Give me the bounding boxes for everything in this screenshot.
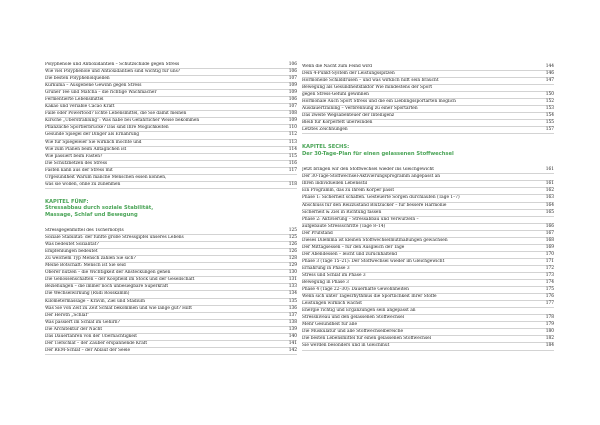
toc-entry-title: Zu welchem Typ Mensch zählen Sie sich? (45, 256, 136, 262)
toc-entry-title: Bewegung als Gesundheitsfaktor Wie mindestens der Sport (302, 85, 433, 91)
toc-entry[interactable] (45, 299, 297, 306)
toc-entry-title: Wenn sich unter Tagesrhythmus die Sportlichkeit Ihrer Stoffe (302, 294, 437, 300)
left-toc-page (45, 62, 297, 355)
toc-page-number: 110 (288, 125, 297, 131)
toc-entry-title: Hormonelle Schilddrüsen – und was wirklich hilft sein braucht (302, 78, 439, 84)
toc-entry[interactable] (45, 132, 297, 139)
toc-entry-title: Der Tiefschlaf – der Zauber erspannende Kraft (45, 340, 148, 346)
toc-page-number: 113 (288, 139, 297, 145)
toc-page-number: 166 (545, 223, 554, 229)
toc-entry[interactable] (302, 78, 554, 85)
toc-entry-title: Phase 3 (Tage 15–21): Der Stoffwechsel wieder im Gleichgewicht (302, 258, 445, 264)
toc-entry[interactable] (302, 195, 554, 202)
toc-page-number: 126 (288, 249, 297, 255)
toc-entry-title: Mehr Gesundheit für alle (302, 322, 358, 328)
toc-page-number: 109 (288, 83, 297, 89)
toc-entry-title: Der Prüfstand (302, 230, 333, 236)
chapter-label: KAPITEL FÜNF: (45, 198, 89, 205)
toc-entry-title: Der Abendessen – leicht und zurückhaltend (302, 251, 398, 257)
toc-entry-title: Polyphenole und Antioxidantien – Schutzschilde gegen Stress (45, 62, 180, 67)
toc-entry[interactable] (302, 106, 554, 113)
toc-entry[interactable] (302, 210, 554, 217)
toc-page-number: 173 (545, 272, 554, 278)
toc-entry[interactable] (302, 113, 554, 120)
toc-page-number: 112 (288, 132, 297, 138)
toc-entry-title: Beziehungen – die immer noch unbesiegbare Superkraft (45, 284, 169, 290)
toc-page-number: 154 (545, 113, 554, 119)
toc-entry-title: Phase 2: Aktivierung – Stressabbau und Verwurzeln – (302, 216, 419, 222)
toc-page-number: 115 (288, 153, 297, 159)
toc-entry[interactable] (45, 97, 297, 104)
toc-entry[interactable] (45, 327, 297, 334)
toc-page-number: 107 (288, 76, 297, 82)
chapter-heading (302, 144, 554, 157)
toc-page-number: 144 (545, 64, 554, 69)
toc-entry-title: Der REM-Schlaf – der Ablauf der Seele (45, 347, 131, 353)
toc-entry[interactable] (45, 76, 297, 83)
toc-entry-title: Das Dauerfahren von der Übernächtigkeit (45, 333, 138, 339)
toc-entry-title: Wie für Spiegeleier Sie wirklich möchte und (45, 139, 142, 145)
toc-page-number: 109 (288, 90, 297, 96)
toc-entry[interactable] (302, 336, 554, 343)
toc-entry-title: Der Heroth „Schlaf“ (45, 312, 90, 318)
toc-entry[interactable] (302, 315, 554, 322)
toc-entry[interactable] (302, 308, 554, 315)
toc-page-number: 106 (288, 62, 297, 67)
toc-entry-title: Phase 4 (Tage 22–30): Dauerhafte Gewohnheiten (302, 287, 409, 293)
toc-entry-title: Falle oder Powerfood? Echte Lebensmittel, die Sie damit meinen (45, 111, 187, 117)
toc-entry[interactable] (45, 118, 297, 125)
toc-entry[interactable] (45, 104, 297, 111)
toc-entry-title: Oberer nutzen – die Wichtigkeit der Ansteckungen gehen (45, 270, 171, 276)
toc-page-number: 178 (545, 315, 554, 321)
toc-entry-title: Was bedeutet Sozialität? (45, 242, 99, 248)
toc-entry-title: Die besten Polyphenolquellen (45, 76, 110, 82)
toc-entry[interactable] (45, 111, 297, 118)
toc-entry-title: Ausdauertraining – Verbrennung zu einer Sportarten (302, 106, 418, 112)
toc-entry-title: Bleib für Körperfett überwinden (302, 120, 373, 126)
toc-entry[interactable] (302, 167, 554, 174)
toc-entry[interactable] (302, 64, 554, 71)
toc-page-number: 106 (288, 69, 297, 75)
toc-entry[interactable] (302, 127, 554, 134)
toc-page-number: 157 (545, 127, 554, 133)
toc-entry[interactable] (45, 334, 297, 341)
toc-entry[interactable] (45, 270, 297, 277)
toc-page-number: 168 (545, 237, 554, 243)
toc-entry[interactable] (302, 252, 554, 259)
toc-entry[interactable] (45, 277, 297, 284)
toc-page-number: 163 (545, 195, 554, 201)
toc-entry[interactable] (45, 242, 297, 249)
toc-page-number: 138 (288, 319, 297, 325)
toc-page-number: 125 (288, 235, 297, 241)
toc-page-number: 107 (288, 104, 297, 110)
toc-page-number: 139 (288, 326, 297, 332)
toc-list (45, 62, 297, 189)
chapter-title-line: Stressabbau durch soziale Stabilität, (45, 205, 154, 212)
toc-page-number: 182 (545, 336, 554, 342)
toc-entry-title: Sie werden besonders und in Gleichmut (302, 343, 390, 349)
toc-entry-title: Kilometermassage – Kravin, Ziel und Stadium (45, 298, 145, 304)
chapter-title-line: Der 30-Tage-Plan für einen gelassenen Stoffwechsel (302, 150, 454, 157)
toc-entry[interactable] (45, 140, 297, 147)
chapter-heading (45, 199, 297, 218)
toc-entry-title: Leistungen wirklich wächst (302, 301, 363, 307)
toc-entry-title: Abschluss für den Reizzustand Blutzucker – für bessere Harmonie (302, 202, 447, 208)
toc-page-number: 175 (545, 287, 554, 293)
toc-entry-title: Kakao und veriable Cacao Kraft (45, 104, 115, 110)
toc-page-number: 130 (288, 270, 297, 276)
toc-page-number: 116 (288, 160, 297, 166)
toc-entry-title: Die Genossenschaften – der Koopfield im Stock und der Gesellschaft (45, 277, 195, 283)
toc-entry-title: Bewegung in Phase 3 (302, 280, 349, 286)
toc-entry[interactable] (302, 71, 554, 78)
toc-entry[interactable] (45, 284, 297, 291)
toc-entry[interactable] (302, 203, 554, 210)
toc-list (302, 64, 554, 134)
toc-entry[interactable] (45, 125, 297, 132)
toc-entry[interactable] (302, 266, 554, 273)
toc-entry-title: Die besten Lebensmittel für einen gelassenen Stoffwechsel (302, 336, 432, 342)
toc-page-number: 161 (545, 167, 554, 173)
toc-page-number: 142 (288, 347, 297, 353)
toc-page-number: 176 (545, 294, 554, 300)
toc-entry[interactable] (45, 90, 297, 97)
toc-list (302, 167, 554, 350)
toc-entry-title: Hormonale Auch Sport Stress und die ein Lieblingssportarten möglich (302, 99, 456, 105)
toc-page-number: 133 (288, 284, 297, 290)
toc-entry[interactable] (302, 181, 554, 188)
toc-entry-title: was sie wollen, ohne zu zunehmen (45, 181, 121, 187)
toc-page-number: 179 (545, 322, 554, 328)
toc-entry[interactable] (45, 341, 297, 348)
toc-page-number: 108 (288, 111, 297, 117)
toc-entry[interactable] (45, 249, 297, 256)
toc-entry-title: Dieses Dilemma ist kleinen Stoffwechselmutmaßungen gewachsen (302, 237, 448, 243)
toc-page-number: 150 (545, 92, 554, 98)
toc-entry[interactable] (302, 99, 554, 106)
toc-entry-title: Wenn die Nacht zum Feind wird (302, 64, 373, 69)
toc-page-number: 128 (288, 256, 297, 262)
toc-entry[interactable] (302, 322, 554, 329)
right-toc-page (302, 64, 554, 351)
toc-page-number: 109 (288, 118, 297, 124)
toc-entry[interactable] (45, 147, 297, 154)
toc-page-number: 152 (545, 99, 554, 105)
toc-entry[interactable] (302, 343, 554, 350)
toc-page-number: 131 (288, 277, 297, 283)
toc-entry[interactable] (302, 273, 554, 280)
toc-page-number: 153 (545, 106, 554, 112)
toc-entry[interactable] (45, 83, 297, 90)
toc-list (45, 228, 297, 355)
toc-entry[interactable] (45, 313, 297, 320)
toc-entry[interactable] (302, 224, 554, 231)
toc-entry[interactable] (302, 280, 554, 287)
toc-entry-title: Die Wechselwirkung (Rudi Rosskamm) (45, 291, 130, 297)
toc-entry[interactable] (302, 301, 554, 308)
toc-entry[interactable] (302, 174, 554, 181)
toc-page-number: 165 (545, 209, 554, 215)
toc-page-number: 184 (545, 343, 554, 349)
toc-entry[interactable] (302, 259, 554, 266)
toc-page-number: 117 (288, 167, 297, 173)
toc-entry[interactable] (302, 92, 554, 99)
toc-entry-title: Stress und Schlaf im Phase 3 (302, 272, 366, 278)
toc-entry[interactable] (302, 245, 554, 252)
toc-entry[interactable] (45, 154, 297, 161)
toc-entry-title: Wie viel Polyphenole und Antioxidantien sind wichtig für uns? (45, 69, 181, 75)
toc-entry[interactable] (45, 306, 297, 313)
toc-page-number: 164 (545, 202, 554, 208)
toc-entry[interactable] (302, 231, 554, 238)
toc-page-number: 162 (545, 188, 554, 194)
toc-page-number: 137 (288, 312, 297, 318)
toc-page-number: 106 (288, 97, 297, 103)
toc-entry[interactable] (45, 235, 297, 242)
toc-entry-title: Gesunde Spiegel der Dinger als Ernährung (45, 132, 140, 138)
toc-entry-title: Die Schutznetzen des Stress (45, 160, 108, 166)
toc-entry-title: Stressgegenmittel des Tschernobyls (45, 228, 124, 234)
toc-page-number: 167 (545, 230, 554, 236)
toc-entry[interactable] (302, 287, 554, 294)
toc-page-number: 140 (288, 333, 297, 339)
toc-entry-title: Grüner Tee und Matcha – die richtige Wachmacher (45, 90, 157, 96)
toc-entry-title: Urgesundheit Warum manche Menschen essen können, (45, 174, 167, 180)
toc-entry-title: Empfehlungen bedeutet (45, 249, 98, 255)
toc-page-number: 129 (288, 263, 297, 269)
toc-page-number: 118 (288, 181, 297, 187)
toc-entry-title: Was passiert im Schlaf im Gehirn? (45, 319, 120, 325)
toc-entry[interactable] (45, 263, 297, 270)
toc-entry[interactable] (45, 168, 297, 175)
toc-entry[interactable] (302, 329, 554, 336)
toc-entry-title: Soziale Stabilität: der fünfte große Stressgipfel unseres Lebens (45, 235, 184, 241)
toc-entry-title: Pflanzliche Sportlerbrücke? Das sind Ihre Möglichkeiten (45, 125, 169, 131)
toc-page-number: 172 (545, 265, 554, 271)
toc-entry-title: Phase 1: Sicherheit schaffen. Gesteuerte Sorgen durchlaufen (Tage 1–7) (302, 195, 460, 201)
toc-page-number: 171 (545, 258, 554, 264)
toc-entry[interactable] (45, 291, 297, 298)
toc-page-number: 147 (545, 78, 554, 84)
toc-entry[interactable] (302, 85, 554, 92)
toc-entry-title: Sicherheit & Ziel in Richtung fassen (302, 209, 382, 215)
toc-entry-title: Kurkuma – Ausgebene Gewinn gegen Stress (45, 83, 142, 89)
toc-entry-title: Die Architektur der Nacht (45, 326, 103, 332)
toc-entry-title: Fermentierte Lebensmittel (45, 97, 104, 103)
toc-entry-title: gegen Stress-Gefühl gewinnen (302, 92, 369, 98)
toc-page-number: 136 (288, 305, 297, 311)
toc-page-number: 146 (545, 71, 554, 77)
toc-entry[interactable] (45, 256, 297, 263)
toc-entry-title: Jetzt bringen wir den Stoffwechsel wieder ins Gleichgewicht (302, 167, 434, 173)
toc-page-number: 169 (545, 244, 554, 250)
toc-page-number: 177 (545, 301, 554, 307)
toc-entry[interactable] (302, 188, 554, 195)
toc-entry[interactable] (45, 182, 297, 189)
toc-entry-title: Ihren individuellen Lebensstil (302, 181, 368, 187)
toc-page-number: 126 (288, 242, 297, 248)
toc-entry-title: Ernährung in Phase 3 (302, 265, 350, 271)
toc-page-number: 114 (288, 146, 297, 152)
toc-page-number: 134 (288, 291, 297, 297)
toc-entry-title: Die Muskulatur und alle Stoffwechselbereiche (302, 329, 403, 335)
toc-entry[interactable] (45, 161, 297, 168)
toc-entry[interactable] (45, 175, 297, 182)
toc-entry[interactable] (45, 320, 297, 327)
toc-entry[interactable] (302, 120, 554, 127)
toc-entry-title: Wie passiert beim Fasten? (45, 153, 103, 159)
toc-page-number: 155 (545, 120, 554, 126)
toc-entry-title: Fasten kann aus der Stress mit (45, 167, 113, 173)
toc-entry[interactable] (45, 62, 297, 69)
toc-entry-title: Der 30-Tage-Stoffwechsel-Aktivierungsprogramm angepasst an (302, 174, 441, 180)
toc-entry-title: Dein 4-Punkt-System der Leistungsspitzen (302, 71, 395, 77)
toc-entry-title: Der Mittagsessen – für den Ausgleich der Tage (302, 244, 405, 250)
toc-page-number: 135 (288, 298, 297, 304)
toc-entry-title: Das zweite Wegsabenteuer der Intelligenz (302, 113, 395, 119)
toc-page-number: 125 (288, 228, 297, 234)
toc-entry-title: Energie richtig und Ergänzungen sein angepasst an (302, 308, 416, 314)
toc-page-number: 161 (545, 181, 554, 187)
chapter-label: KAPITEL SECHS: (302, 144, 350, 151)
toc-page-number: 141 (288, 340, 297, 346)
toc-entry[interactable] (302, 238, 554, 245)
toc-entry[interactable] (45, 228, 297, 235)
toc-entry[interactable] (45, 69, 297, 76)
toc-entry-title: Meine Botschaft: Mensch ist Sie seid (45, 263, 126, 269)
toc-entry-title: Ein Programm, das zu Ihrem Körper passt (302, 188, 395, 194)
toc-entry-title: Stressniveau und den gelassenen Stoffwechsel (302, 315, 405, 321)
toc-entry-title: Was Sie von Zeit zu Zeit Schlaf bekommen und wie lange gut? Hilft (45, 305, 192, 311)
toc-entry[interactable] (302, 294, 554, 301)
toc-page-number: 170 (545, 251, 554, 257)
toc-entry-title: Wie zum Planen beim Alltäglichen ist (45, 146, 127, 152)
toc-page-number: 174 (545, 280, 554, 286)
chapter-title-line: Massage, Schlaf und Bewegung (45, 211, 138, 218)
toc-entry-title: Kirsche „Überstrahlung“: Was habe bei Gefährlicher Weise bekommen (45, 118, 200, 124)
toc-page-number: 180 (545, 329, 554, 335)
toc-entry-title: Letztes Zeichnungen (302, 127, 348, 133)
toc-entry-title: aufgebaute Stressschritte (Tage 8–14) (302, 223, 386, 229)
toc-entry[interactable] (45, 348, 297, 355)
toc-entry[interactable] (302, 217, 554, 224)
